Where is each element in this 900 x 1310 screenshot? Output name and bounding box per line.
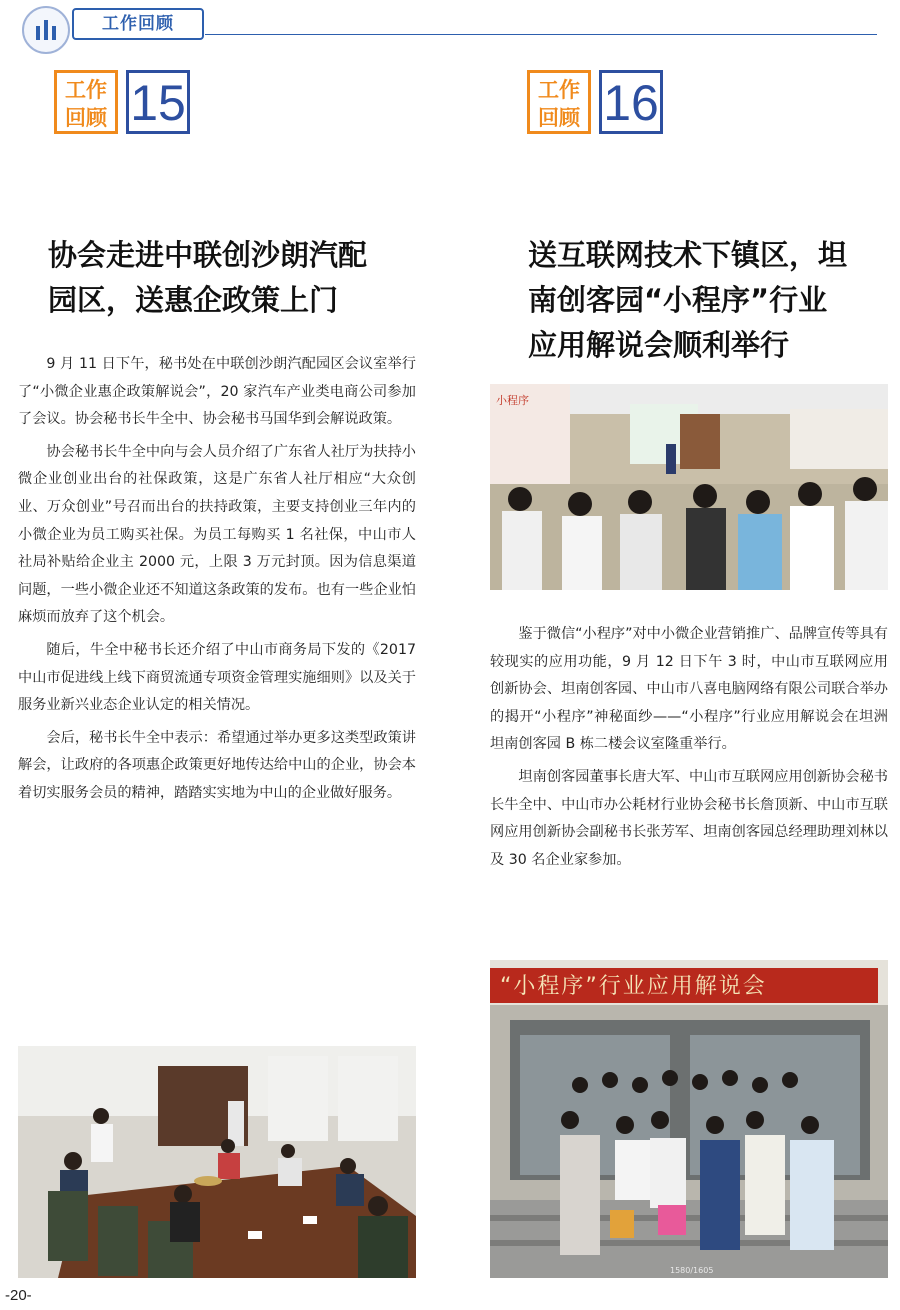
header-divider — [205, 34, 877, 35]
badge-label: 工作 回顾 — [527, 70, 591, 134]
paragraph: 随后，牛全中秘书长还介绍了中山市商务局下发的《2017 中山市促进线上线下商贸流通专项资金管理实施细则》以及关于服务业新兴业态企业认定的相关情况。 — [18, 641, 416, 714]
badge-number: 15 — [126, 70, 190, 134]
badge-number: 16 — [599, 70, 663, 134]
left-article-body — [18, 351, 416, 813]
association-logo-icon — [22, 6, 70, 54]
left-article-title: 协会走进中联创沙朗汽配 园区，送惠企政策上门 — [48, 238, 368, 317]
section-tab: 工作回顾 — [72, 8, 204, 40]
seminar-audience-photo — [490, 384, 888, 590]
paragraph: 9 月 11 日下午，秘书处在中联创沙朗汽配园区会议室举行了“小微企业惠企政策解说会”，20 家汽车产业类电商公司参加了会议。协会秘书长牛全中、协会秘书马国华到会解说政策。 — [18, 356, 416, 428]
event-banner-text: “小程序”行业应用解说会 — [500, 974, 767, 999]
screen-text: 小程序 — [496, 394, 529, 407]
paragraph: 坦南创客园董事长唐大军、中山市互联网应用创新协会秘书长牛全中、中山市办公耗材行业协会秘书长詹顶新、中山市互联网应用创新协会副秘书长张芳军、坦南创客园总经理助理刘林以及 30 名企业家参加。 — [490, 768, 888, 868]
photo-caption: 1580/1605 — [670, 1266, 714, 1275]
paragraph: 协会秘书长牛全中向与会人员介绍了广东省人社厅为扶持小微企业创业出台的社保政策，这是广东省人社厅相应“大众创业、万众创业”号召而出台的扶持政策，主要支持创业三年内的小微企业为员工购买社保。为员工每购买 1 名社保，中山市人社局补贴给企业主 2000 元，上限 3 万元封顶。因为信息渠道问题，一些小微企业还不知道这条政策的发布。也有一些企业怕麻烦而放弃了这个机会。 — [18, 443, 416, 626]
right-article-body — [490, 621, 888, 879]
right-article-badge — [527, 70, 663, 134]
left-article-badge — [54, 70, 190, 134]
paragraph: 鉴于微信“小程序”对中小微企业营销推广、品牌宣传等具有较现实的应用功能，9 月 12 日下午 3 时，中山市互联网应用创新协会、坦南创客园、中山市八喜电脑网络有限公司联合举办的揭开“小程序”神秘面纱——“小程序”行业应用解说会在坦洲坦南创客园 B 栋二楼会议室隆重举行。 — [490, 626, 888, 753]
group-photo — [490, 960, 888, 1278]
paragraph: 会后，秘书长牛全中表示：希望通过举办更多这类型政策讲解会，让政府的各项惠企政策更好地传达给中山的企业，协会本着切实服务会员的精神，踏踏实实地为中山的企业做好服务。 — [18, 729, 416, 801]
right-article-title: 送互联网技术下镇区，坦 南创客园“小程序”行业 应用解说会顺利举行 — [528, 238, 848, 362]
page-number: -20- — [5, 1287, 32, 1304]
meeting-room-photo — [18, 1046, 416, 1278]
badge-label: 工作 回顾 — [54, 70, 118, 134]
